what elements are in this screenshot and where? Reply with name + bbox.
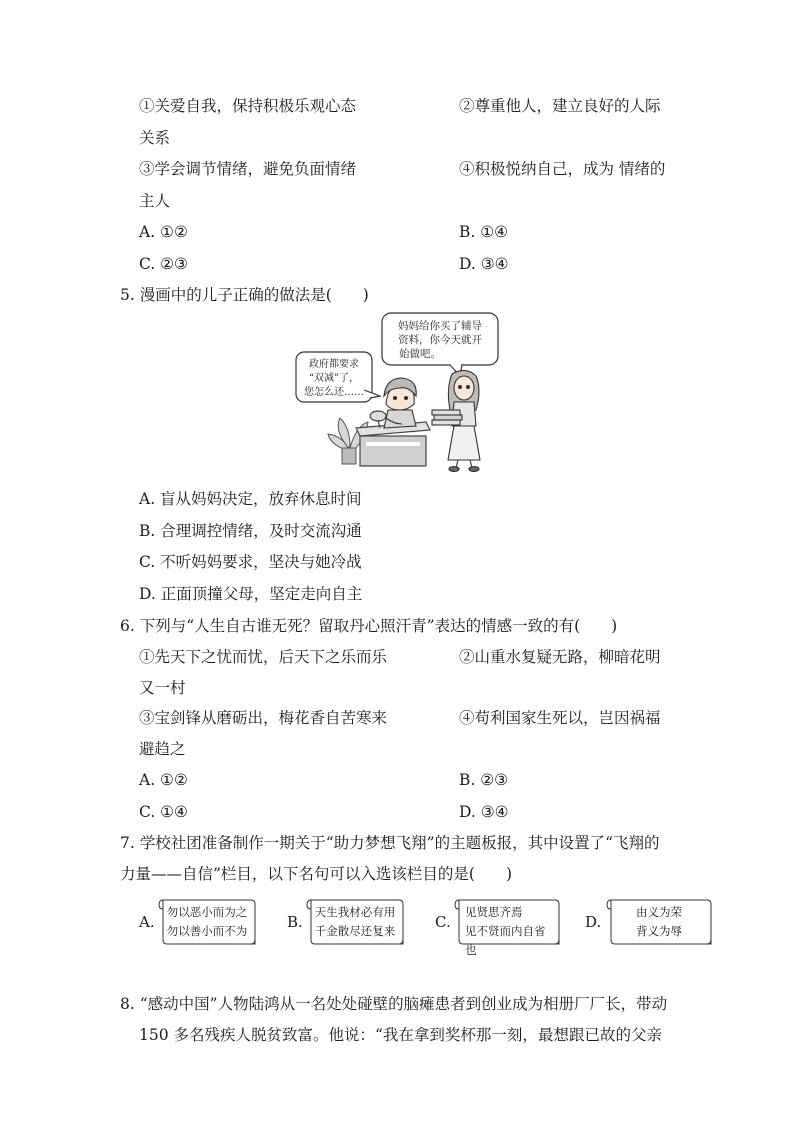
q7-card-b-letter: B. bbox=[287, 913, 303, 931]
mother-speech-bubble bbox=[382, 313, 498, 376]
q6-choice-c: C. ①④ bbox=[139, 803, 188, 821]
q4-option-3: ③学会调节情绪，避免负面情绪 bbox=[139, 160, 357, 178]
q6-choice-b: B. ②③ bbox=[459, 771, 509, 789]
q7-stem-line-2: 力量——自信”栏目，以下名句可以入选该栏目的是( ) bbox=[120, 865, 513, 883]
q5-choice-b: B. 合理调控情绪，及时交流沟通 bbox=[139, 522, 362, 540]
son-bubble-line-3: 您怎么还…… bbox=[304, 387, 364, 398]
q4-choice-a: A. ①② bbox=[139, 223, 188, 241]
q4-option-4-continued: 主人 bbox=[139, 192, 171, 210]
mother-figure-icon bbox=[432, 370, 480, 471]
son-bubble-line-1: 政府都要求 bbox=[309, 359, 359, 370]
q7-card-d-line-2: 背义为辱 bbox=[636, 924, 682, 938]
son-speech-bubble bbox=[296, 352, 380, 402]
q7-card-a-letter: A. bbox=[139, 913, 155, 931]
q7-card-a-line-2: 勿以善小而不为 bbox=[166, 924, 248, 938]
q6-option-2: ②山重水复疑无路，柳暗花明 bbox=[459, 648, 661, 666]
q8-stem-line-2: 150 多名残疾人脱贫致富。他说：“我在拿到奖杯那一刻，最想跟已故的父亲 bbox=[139, 1026, 662, 1044]
q7-stem-line-1: 7. 学校社团准备制作一期关于“助力梦想飞翔”的主题板报，其中设置了“飞翔的 bbox=[120, 834, 660, 852]
q4-choice-d: D. ③④ bbox=[459, 255, 509, 273]
q7-card-b-line-2: 千金散尽还复来 bbox=[314, 924, 396, 938]
q7-card-d-scroll bbox=[605, 897, 713, 947]
q4-option-2-continued: 关系 bbox=[139, 129, 171, 147]
q6-option-1: ①先天下之忧而忧，后天下之乐而乐 bbox=[139, 648, 388, 666]
q7-card-b-line-1: 天生我材必有用 bbox=[314, 905, 396, 919]
q7-card-c-scroll bbox=[453, 897, 561, 957]
son-figure-icon bbox=[384, 378, 416, 428]
q7-card-a-scroll bbox=[157, 897, 257, 947]
q6-option-4-continued: 避趋之 bbox=[139, 740, 186, 758]
q4-choice-b: B. ①④ bbox=[459, 223, 509, 241]
q4-option-2: ②尊重他人，建立良好的人际 bbox=[459, 97, 661, 115]
q7-card-d-letter: D. bbox=[585, 913, 602, 931]
q7-card-c-line-1: 见贤思齐焉 bbox=[465, 905, 523, 919]
q7-card-c-letter: C. bbox=[435, 913, 451, 931]
q4-option-1: ①关爱自我，保持积极乐观心态 bbox=[139, 97, 357, 115]
q7-card-d-line-1: 由义为荣 bbox=[636, 905, 682, 919]
q7-card-a-line-1: 勿以恶小而为之 bbox=[166, 905, 248, 919]
q7-choice-cards bbox=[139, 893, 719, 957]
q8-stem-line-1: 8. “感动中国”人物陆鸿从一名处处碰壁的脑瘫患者到创业成为相册厂厂长，带动 bbox=[120, 995, 668, 1013]
cartoon-illustration bbox=[290, 310, 500, 472]
q6-option-4: ④苟利国家生死以，岂因祸福 bbox=[459, 709, 661, 727]
q6-choice-a: A. ①② bbox=[139, 771, 188, 789]
q6-stem: 6. 下列与“人生自古谁无死？留取丹心照汗青”表达的情感一致的有( ) bbox=[120, 617, 618, 635]
mother-bubble-line-1: 妈妈给你买了辅导 bbox=[398, 320, 482, 332]
q7-card-c-line-2: 见不贤而内自省也 bbox=[465, 924, 546, 957]
q5-choice-a: A. 盲从妈妈决定，放弃休息时间 bbox=[139, 490, 362, 508]
q6-choice-d: D. ③④ bbox=[459, 803, 509, 821]
q5-choice-d: D. 正面顶撞父母，坚定走向自主 bbox=[139, 585, 363, 603]
mother-bubble-line-3: 始做吧。 bbox=[399, 348, 441, 360]
q4-choice-c: C. ②③ bbox=[139, 255, 188, 273]
q6-option-2-continued: 又一村 bbox=[139, 679, 186, 697]
q5-choice-c: C. 不听妈妈要求，坚决与她冷战 bbox=[139, 553, 362, 571]
mother-bubble-line-2: 资料，你今天就开 bbox=[398, 334, 482, 346]
son-bubble-line-2: “双减”了， bbox=[308, 373, 360, 384]
q4-option-4: ④积极悦纳自己，成为 情绪的 bbox=[459, 160, 666, 178]
q7-card-b-scroll bbox=[305, 897, 405, 947]
q5-stem: 5. 漫画中的儿子正确的做法是( ) bbox=[120, 286, 369, 304]
q6-option-3: ③宝剑锋从磨砺出，梅花香自苦寒来 bbox=[139, 709, 388, 727]
